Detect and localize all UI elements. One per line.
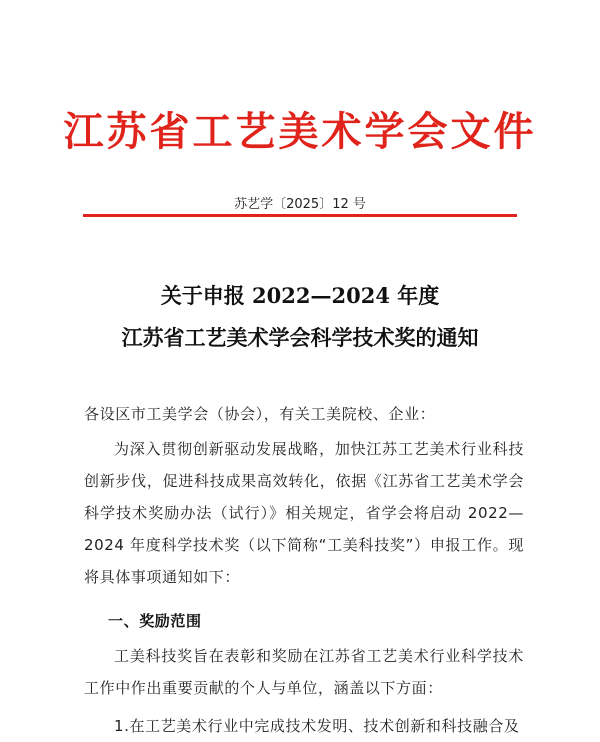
document-number: 苏艺学〔2025〕12 号 [234, 197, 366, 212]
red-divider-line [83, 214, 517, 217]
section-1-heading: 一、奖励范围 [108, 612, 202, 630]
intro-paragraph: 为深入贯彻创新驱动发展战略，加快江苏工艺美术行业科技创新步伐，促进科技成果高效转化，依据《江苏省工艺美术学会科学技术奖励办法（试行）》相关规定，省学会将启动 2022—2024 年度科学技术奖（以下简称“工美科技奖”）申报工作。现将具体事项通知如下： [84, 440, 524, 586]
notice-title-line-1: 关于申报 2022—2024 年度 [160, 283, 440, 308]
section-1-paragraph: 工美科技奖旨在表彰和奖励在江苏省工艺美术行业科学技术工作中作出重要贡献的个人与单位，涵盖以下方面： [84, 647, 524, 697]
document-header-title: 江苏省工艺美术学会文件 [63, 109, 537, 155]
notice-title-line-2: 江苏省工艺美术学会科学技术奖的通知 [121, 325, 479, 350]
section-1-item-1: 1.在工艺美术行业中完成技术发明、技术创新和科技融合及 [114, 717, 520, 735]
salutation: 各设区市工美学会（协会），有关工美院校、企业： [84, 405, 436, 423]
